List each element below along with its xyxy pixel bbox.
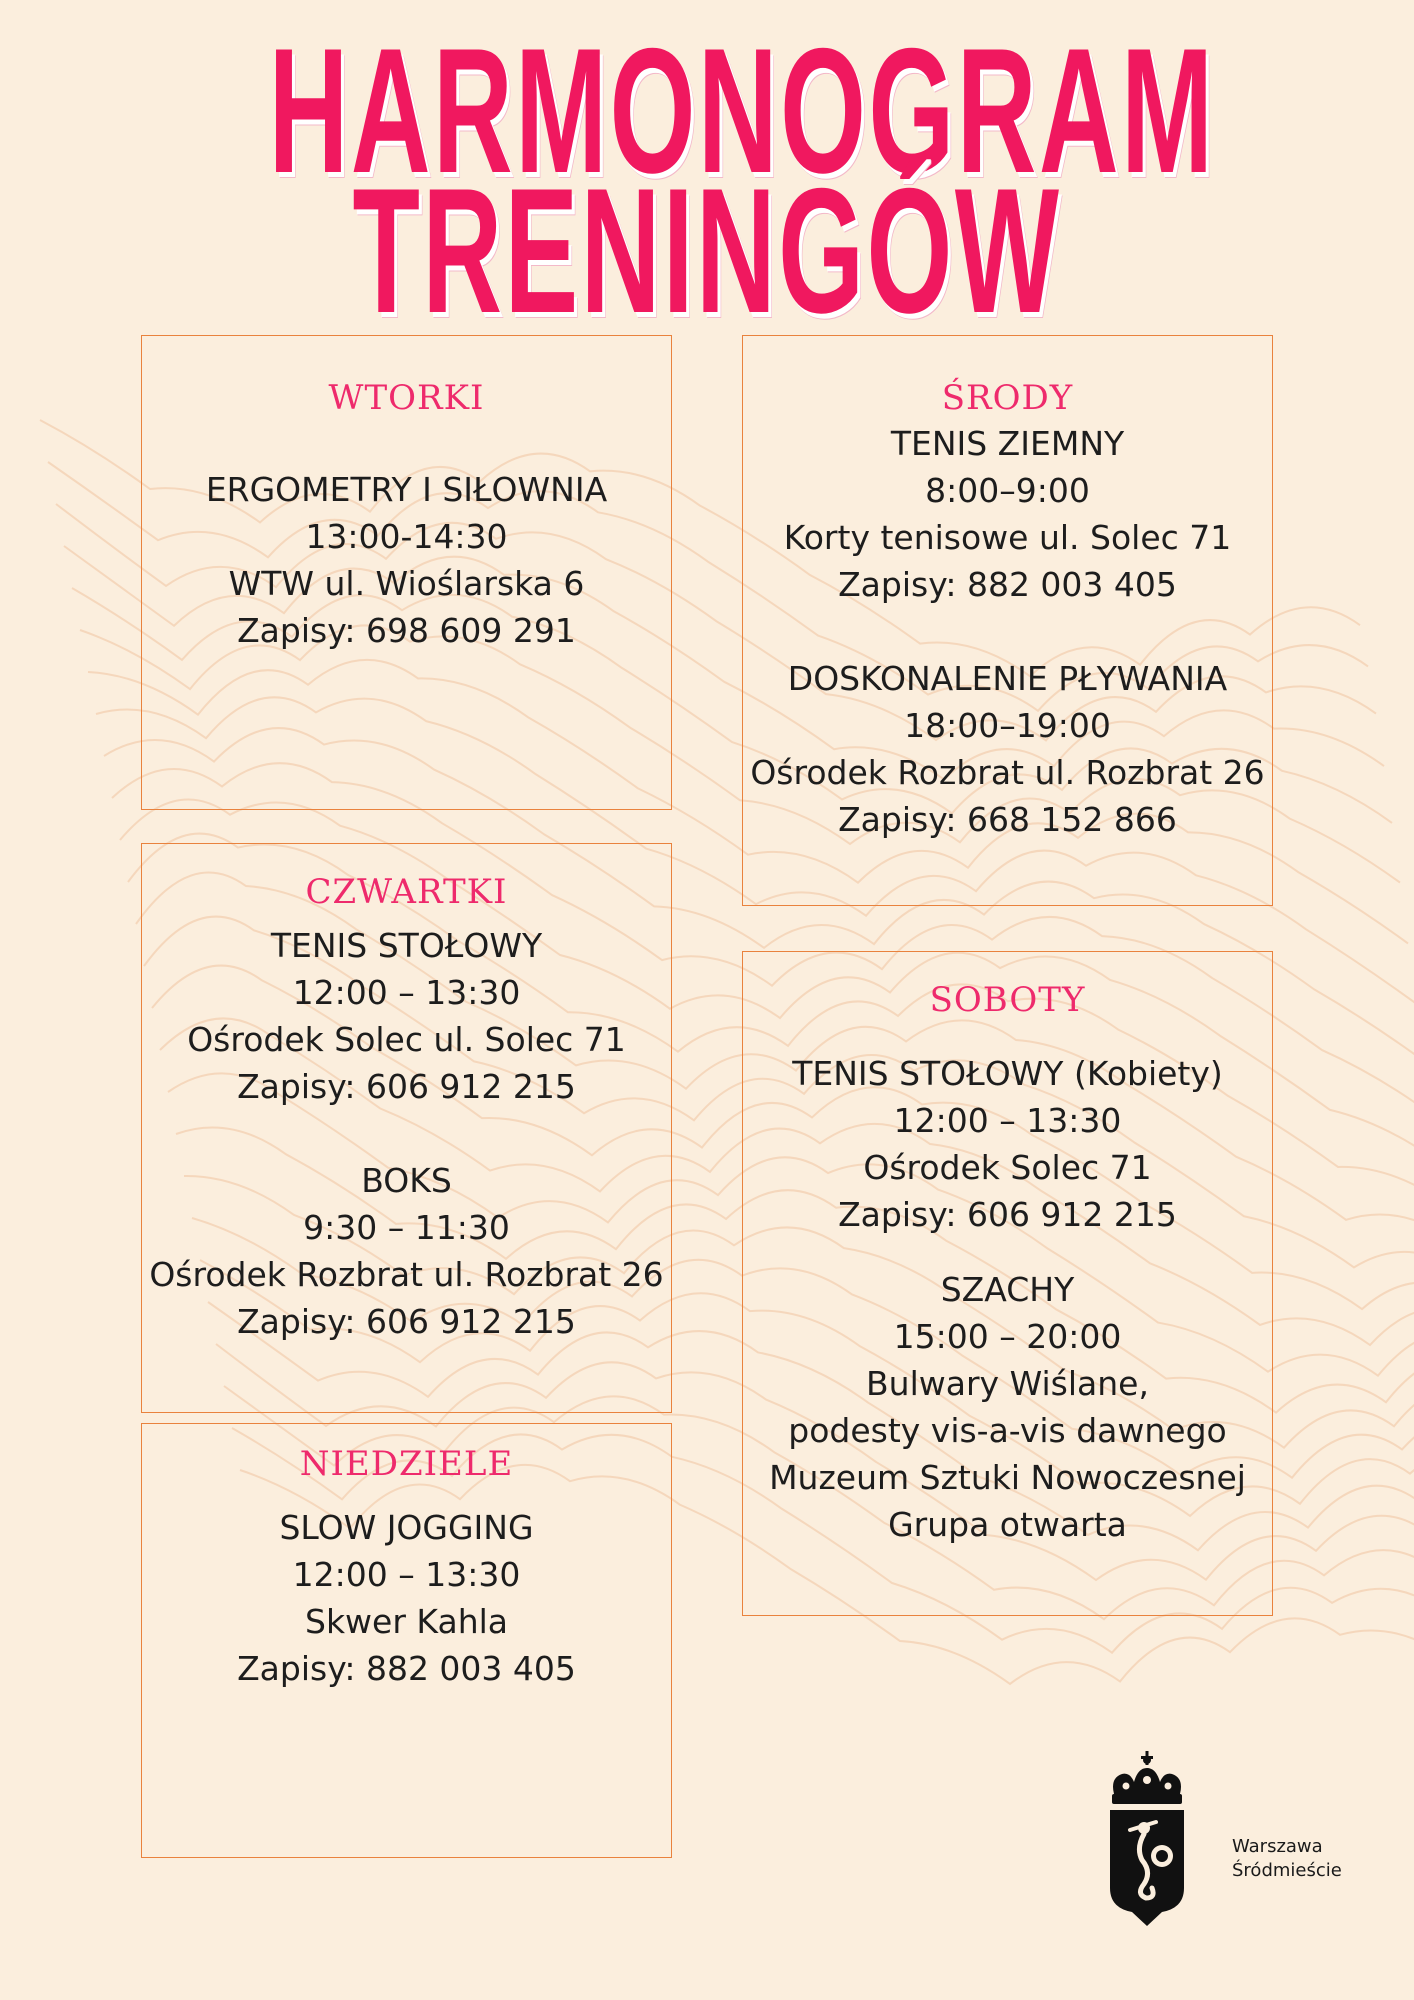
day-heading-wtorki: WTORKI (328, 378, 485, 418)
session-name: TENIS ZIEMNY (890, 424, 1125, 463)
session-contact: Zapisy: 668 152 866 (838, 800, 1177, 839)
session-place: WTW ul. Wioślarska 6 (228, 564, 585, 603)
session-time: 8:00–9:00 (925, 471, 1090, 510)
session-time: 12:00 – 13:30 (292, 973, 521, 1012)
title-line-1: HARMONOGRAM (268, 11, 1216, 210)
session-time: 12:00 – 13:30 (292, 1555, 521, 1594)
title-line-2: TRENINGÓW (352, 151, 1062, 350)
session-place: Ośrodek Rozbrat ul. Rozbrat 26 (149, 1255, 664, 1294)
box-soboty (742, 951, 1273, 1616)
session-name: TENIS STOŁOWY (270, 926, 543, 965)
logo-line-2: Śródmieście (1232, 1860, 1342, 1881)
box-czwartki (141, 843, 672, 1413)
session-place: Ośrodek Rozbrat ul. Rozbrat 26 (750, 753, 1265, 792)
session-name: ERGOMETRY I SIŁOWNIA (205, 470, 608, 509)
session-time: 12:00 – 13:30 (893, 1101, 1122, 1140)
session-time: 15:00 – 20:00 (893, 1317, 1122, 1356)
day-heading-czwartki: CZWARTKI (305, 872, 508, 912)
session-place: Bulwary Wiślane, (866, 1364, 1149, 1403)
session-name: BOKS (361, 1161, 452, 1200)
session-contact: Zapisy: 882 003 405 (838, 565, 1177, 604)
session-contact: Grupa otwarta (888, 1505, 1127, 1544)
session-time: 13:00-14:30 (305, 517, 508, 556)
session-place: Ośrodek Solec 71 (863, 1148, 1152, 1187)
session-name: TENIS STOŁOWY (Kobiety) (792, 1054, 1223, 1093)
logo-line-1: Warszawa (1232, 1836, 1323, 1857)
session-contact: Zapisy: 606 912 215 (237, 1067, 576, 1106)
day-heading-niedziele: NIEDZIELE (299, 1444, 514, 1484)
session-name: DOSKONALENIE PŁYWANIA (787, 659, 1228, 698)
box-niedziele (141, 1423, 672, 1858)
day-heading-soboty: SOBOTY (929, 980, 1086, 1020)
session-place: Skwer Kahla (305, 1602, 508, 1641)
session-place: Korty tenisowe ul. Solec 71 (783, 518, 1232, 557)
session-contact: Zapisy: 606 912 215 (838, 1195, 1177, 1234)
session-place: podesty vis-a-vis dawnego (788, 1411, 1227, 1450)
session-contact: Zapisy: 698 609 291 (237, 611, 576, 650)
session-place: Ośrodek Solec ul. Solec 71 (187, 1020, 626, 1059)
session-place: Muzeum Sztuki Nowoczesnej (769, 1458, 1246, 1497)
session-time: 18:00–19:00 (904, 706, 1111, 745)
box-srody (742, 335, 1273, 906)
session-contact: Zapisy: 882 003 405 (237, 1649, 576, 1688)
session-time: 9:30 – 11:30 (303, 1208, 510, 1247)
day-heading-srody: ŚRODY (941, 378, 1074, 418)
session-name: SZACHY (940, 1270, 1075, 1309)
box-wtorki (141, 335, 672, 810)
logo-text (1232, 1835, 1342, 1883)
session-contact: Zapisy: 606 912 215 (237, 1302, 576, 1341)
session-name: SLOW JOGGING (279, 1508, 534, 1547)
